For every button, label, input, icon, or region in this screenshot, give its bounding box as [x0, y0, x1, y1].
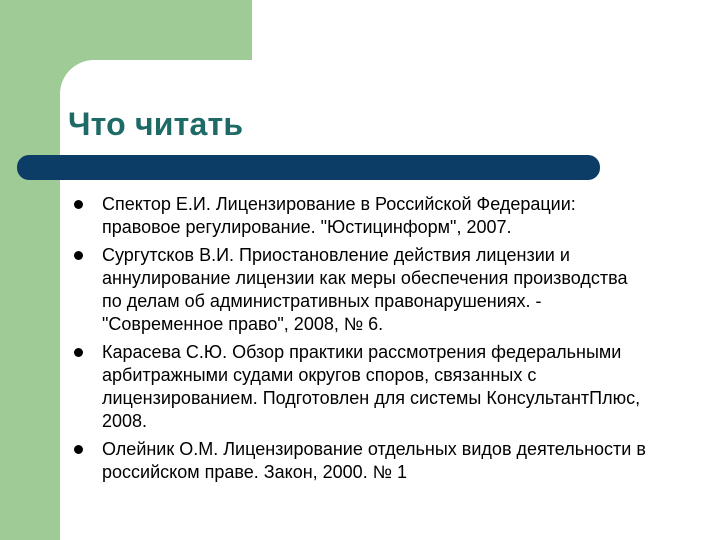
list-item-line: арбитражными судами округов споров, связанных с: [102, 365, 537, 385]
list-item: [70, 193, 720, 239]
bullet-icon: [74, 200, 83, 209]
bullet-icon: [74, 251, 83, 260]
slide-title: Что читать: [68, 106, 244, 142]
list-item-line: Спектор Е.И. Лицензирование в Российской Федерации:: [102, 194, 576, 214]
title-divider-bar: [17, 155, 600, 180]
list-item-line: Сургутсков В.И. Приостановление действия лицензии и: [102, 245, 570, 265]
reading-list: [70, 193, 720, 489]
list-item-line: аннулирование лицензии как меры обеспечения производства: [102, 268, 628, 288]
list-item: [70, 438, 720, 484]
list-item-line: российском праве. Закон, 2000. № 1: [102, 462, 408, 482]
list-item-line: правовое регулирование. "Юстицинформ", 2007.: [102, 217, 512, 237]
bullet-icon: [74, 348, 83, 357]
list-item-line: лицензированием. Подготовлен для системы КонсультантПлюс,: [102, 388, 641, 408]
bullet-icon: [74, 445, 83, 454]
list-item-line: "Современное право", 2008, № 6.: [102, 314, 384, 334]
list-item: [70, 341, 720, 433]
list-item-line: Олейник О.М. Лицензирование отдельных видов деятельности в: [102, 439, 646, 459]
list-item: [70, 244, 720, 336]
list-item-line: по делам об административных правонарушениях. -: [102, 291, 542, 311]
list-item-line: 2008.: [102, 411, 148, 431]
list-item-line: Карасева С.Ю. Обзор практики рассмотрения федеральными: [102, 342, 622, 362]
